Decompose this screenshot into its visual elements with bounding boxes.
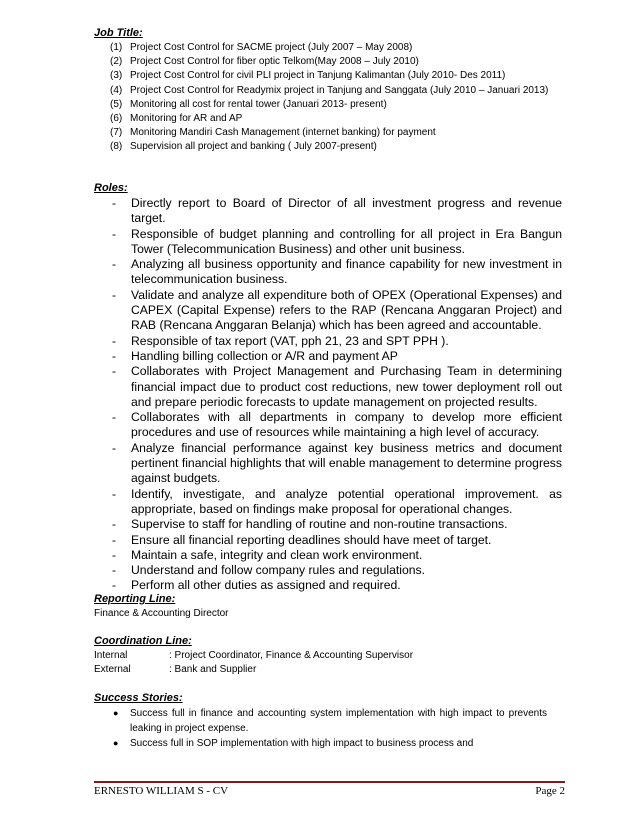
job-title-number: (8) xyxy=(110,141,123,153)
role-bullet: - xyxy=(112,532,117,547)
role-bullet: - xyxy=(112,578,117,593)
coordination-row-internal xyxy=(94,649,413,663)
role-bullet: - xyxy=(112,287,117,302)
reporting-line-value: Finance & Accounting Director xyxy=(94,608,229,619)
role-item xyxy=(112,227,562,258)
coordination-value: : Bank and Supplier xyxy=(169,664,257,675)
job-title-item xyxy=(110,126,562,140)
job-title-list xyxy=(110,41,562,155)
role-text: Maintain a safe, integrity and clean work environment. xyxy=(131,547,423,562)
bullet-icon: ● xyxy=(113,738,119,748)
job-title-text: Monitoring all cost for rental tower (Januari 2013- present) xyxy=(130,98,387,110)
reporting-line-heading: Reporting Line: xyxy=(94,593,176,605)
role-item xyxy=(112,563,562,578)
role-bullet: - xyxy=(112,348,117,363)
role-bullet: - xyxy=(112,517,117,532)
role-text: Supervise to staff for handling of routine and non-routine transactions. xyxy=(131,517,508,532)
role-text: Directly report to Board of Director of all investment progress and revenue target. xyxy=(131,196,562,226)
role-bullet: - xyxy=(112,333,117,348)
footer-page-number: Page 2 xyxy=(535,785,565,797)
job-title-number: (7) xyxy=(110,127,123,139)
role-text: Identify, investigate, and analyze potential operational improvement. as appropriate, based on findings make proposal for operational changes. xyxy=(131,486,562,516)
role-item xyxy=(112,349,562,364)
success-story-item xyxy=(113,706,547,736)
job-title-text: Monitoring Mandiri Cash Management (internet banking) for payment xyxy=(130,127,436,139)
role-text: Validate and analyze all expenditure both of OPEX (Operational Expenses) and CAPEX (Capital Expense) refers to the RAP (Rencana Anggaran Project) and RAB (Rencana Anggaran Belanja) which has been agreed and accountable. xyxy=(131,287,562,333)
job-title-number: (1) xyxy=(110,42,123,53)
role-item xyxy=(112,533,562,548)
job-title-item xyxy=(110,69,562,83)
success-story-text: Success full in SOP implementation with high impact to business process and xyxy=(130,738,474,749)
role-item xyxy=(112,441,562,487)
role-bullet: - xyxy=(112,547,117,562)
coordination-row-external xyxy=(94,663,256,677)
role-bullet: - xyxy=(112,563,117,578)
role-bullet: - xyxy=(112,257,117,272)
footer-name: ERNESTO WILLIAM S - CV xyxy=(94,785,229,797)
job-title-number: (2) xyxy=(110,56,123,68)
job-title-item xyxy=(110,140,562,154)
role-text: Perform all other duties as assigned and required. xyxy=(131,578,401,593)
roles-heading: Roles: xyxy=(94,182,128,194)
job-title-number: (6) xyxy=(110,113,123,125)
role-bullet: - xyxy=(112,364,117,379)
success-story-item xyxy=(113,736,547,751)
job-title-text: Supervision all project and banking ( July 2007-present) xyxy=(130,141,377,153)
job-title-text: Monitoring for AR and AP xyxy=(130,113,243,125)
role-text: Analyze financial performance against key business metrics and document pertinent financial highlights that will enable management to determine progress against budgets. xyxy=(131,440,562,486)
job-title-number: (3) xyxy=(110,70,123,82)
job-title-text: Project Cost Control for fiber optic Telkom(May 2008 – July 2010) xyxy=(130,56,419,68)
bullet-icon: ● xyxy=(113,708,119,718)
role-text: Collaborates with all departments in company to develop more efficient procedures and use of resources while maintaining a high level of accuracy. xyxy=(131,410,562,440)
roles-list xyxy=(112,196,562,594)
role-item xyxy=(112,257,562,288)
role-item xyxy=(112,364,562,410)
role-text: Responsible of tax report (VAT, pph 21, 23 and SPT PPH ). xyxy=(131,333,449,348)
coordination-key: Internal xyxy=(94,650,128,661)
job-title-number: (5) xyxy=(110,98,123,110)
role-item xyxy=(112,578,562,593)
role-text: Ensure all financial reporting deadlines should have meet of target. xyxy=(131,532,492,547)
job-title-item xyxy=(110,41,562,55)
coordination-line-heading: Coordination Line: xyxy=(94,635,192,647)
job-title-heading: Job Title: xyxy=(94,27,143,39)
role-bullet: - xyxy=(112,410,117,425)
coordination-value: : Project Coordinator, Finance & Accounting Supervisor xyxy=(169,650,414,661)
success-stories-list xyxy=(113,706,547,751)
role-text: Understand and follow company rules and regulations. xyxy=(131,563,426,578)
job-title-item xyxy=(110,98,562,112)
role-item xyxy=(112,410,562,441)
job-title-item xyxy=(110,112,562,126)
role-item xyxy=(112,517,562,532)
job-title-text: Project Cost Control for Readymix project in Tanjung and Sanggata (July 2010 – Januari 2013) xyxy=(130,84,549,96)
job-title-item xyxy=(110,55,562,69)
coordination-key: External xyxy=(94,664,131,675)
role-bullet: - xyxy=(112,486,117,501)
role-item xyxy=(112,548,562,563)
role-item xyxy=(112,334,562,349)
footer-rule xyxy=(94,781,565,783)
job-title-number: (4) xyxy=(110,84,123,96)
role-item xyxy=(112,487,562,518)
role-bullet: - xyxy=(112,226,117,241)
job-title-item xyxy=(110,84,562,98)
job-title-text: Project Cost Control for SACME project (July 2007 – May 2008) xyxy=(130,42,413,53)
role-text: Handling billing collection or A/R and payment AP xyxy=(131,348,398,363)
role-text: Analyzing all business opportunity and finance capability for new investment in telecommunication business. xyxy=(131,257,562,287)
role-text: Collaborates with Project Management and Purchasing Team in determining financial impact due to product cost reductions, new tower deployment roll out and prepare periodic forecasts to update management on projected results. xyxy=(131,364,562,409)
success-story-text: Success full in finance and accounting system implementation with high impact to prevents leaking in project expense. xyxy=(130,708,547,734)
job-title-text: Project Cost Control for civil PLI project in Tanjung Kalimantan (July 2010- Des 2011) xyxy=(130,70,506,82)
success-stories-heading: Success Stories: xyxy=(94,692,183,704)
role-item xyxy=(112,288,562,334)
role-bullet: - xyxy=(112,196,117,210)
role-bullet: - xyxy=(112,440,117,455)
role-text: Responsible of budget planning and controlling for all project in Era Bangun Tower (Telecommunication Business) and other unit business. xyxy=(131,226,562,256)
role-item xyxy=(112,196,562,227)
